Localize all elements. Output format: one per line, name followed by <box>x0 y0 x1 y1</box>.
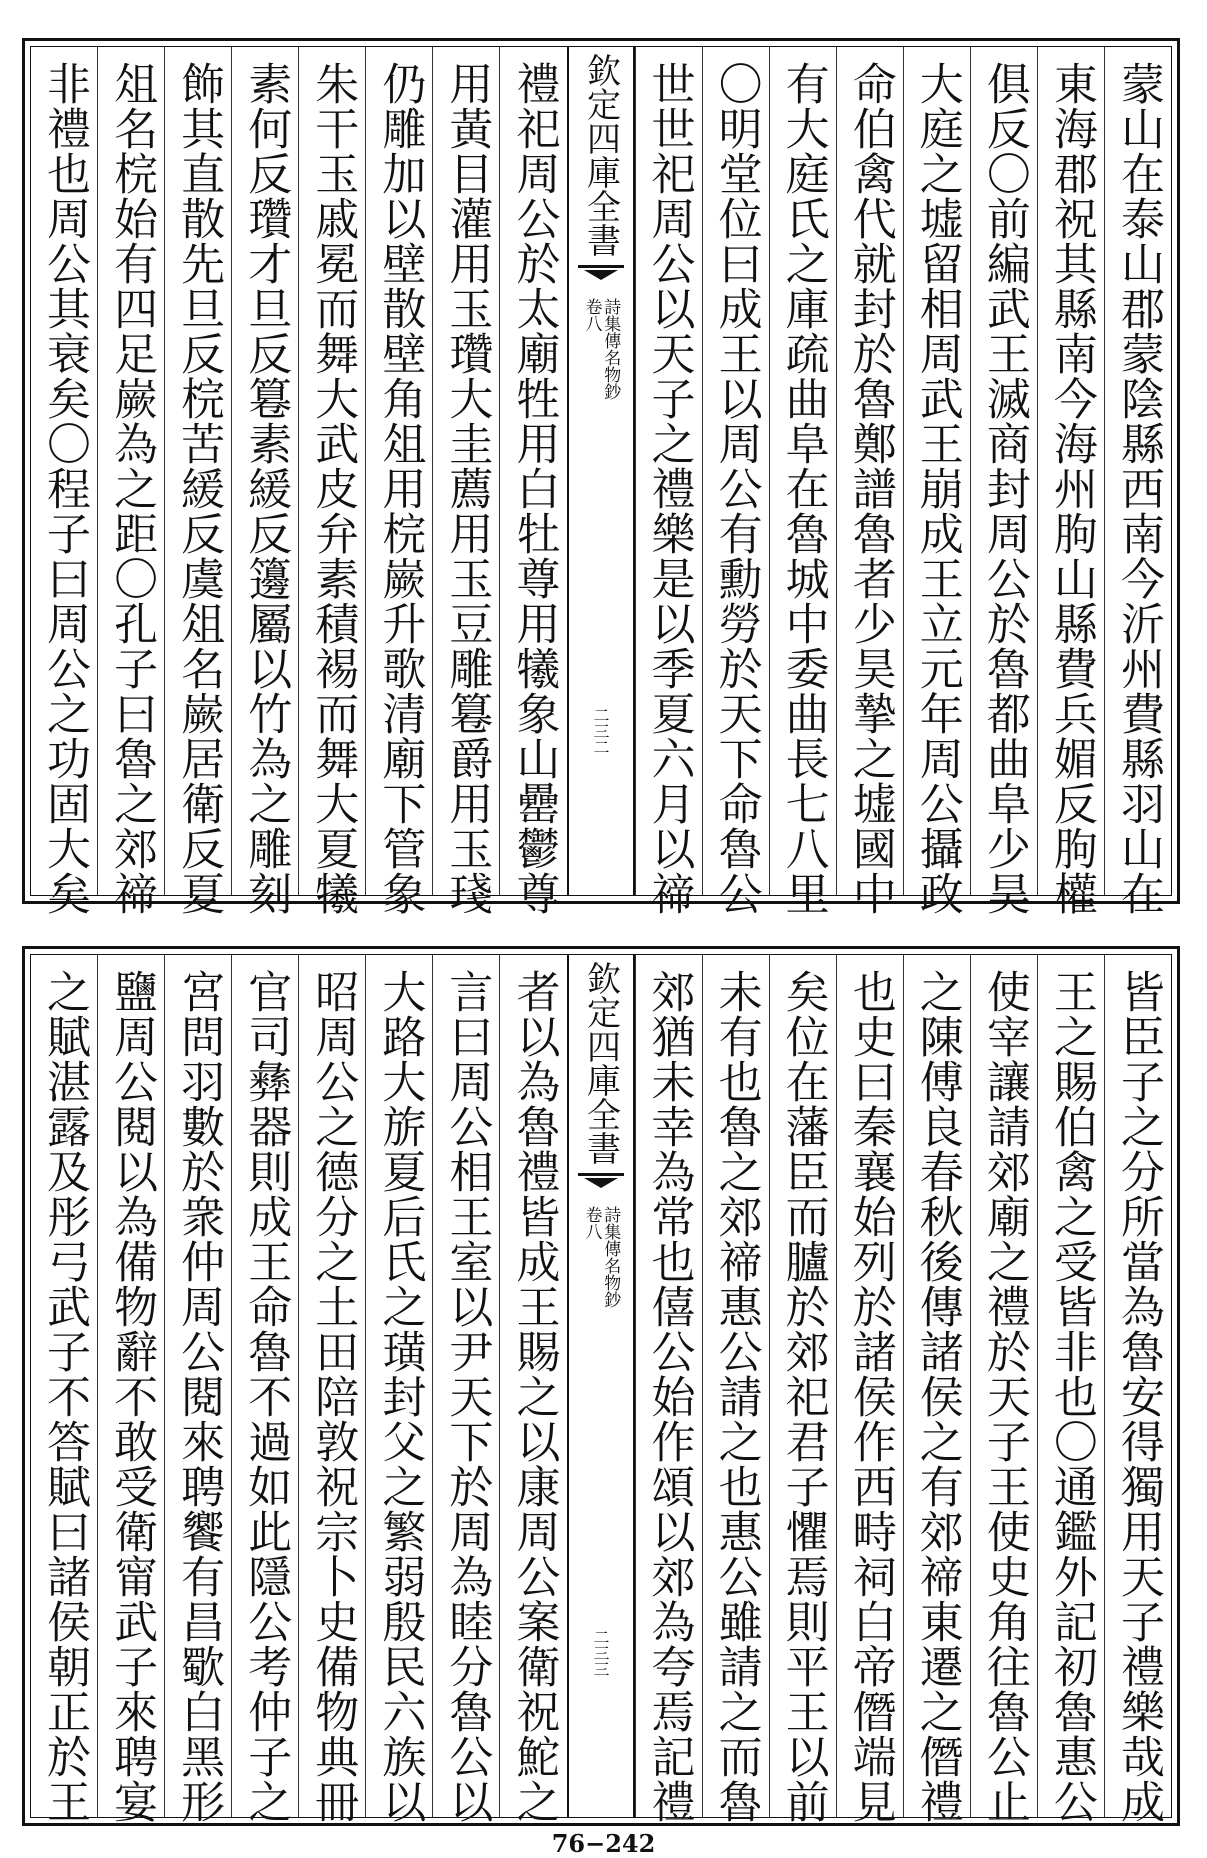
text-column: 矣位在藩臣而臚於郊祀君子懼焉則平王以前 <box>769 955 836 1817</box>
text-column: 命伯禽代就封於魯鄭譜魯者少昊摯之墟國中 <box>836 47 903 895</box>
text-column: 俎名梡始有四足嶡為之距〇孔子曰魯之郊禘 <box>97 47 164 895</box>
text-column: 用黃目灌用玉瓚大圭薦用玉豆雕篹爵用玉琖 <box>432 47 499 895</box>
text-column: 素何反瓚才旦反篹素緩反籩屬以竹為之雕刻 <box>231 47 298 895</box>
text-column: 〇明堂位曰成王以周公有勳勞於天下命魯公 <box>702 47 769 895</box>
text-column: 者以為魯禮皆成王賜之以康周公案衛祝鮀之 <box>499 955 566 1817</box>
spine-title: 欽定四庫全書 <box>580 961 621 1165</box>
text-column: 東海郡祝其縣南今海州朐山縣費兵媚反朐權 <box>1037 47 1104 895</box>
text-column: 皆臣子之分所當為魯安得獨用天子禮樂哉成 <box>1104 955 1171 1817</box>
page-spine <box>567 47 635 895</box>
text-column: 也史曰秦襄始列於諸侯作西畤祠白帝僭端見 <box>836 955 903 1817</box>
text-column: 大路大旂夏后氏之璜封父之繁弱殷民六族以 <box>365 955 432 1817</box>
spine-page-number: 二三二 <box>591 707 610 755</box>
text-column: 昭周公之德分之土田陪敦祝宗卜史備物典冊 <box>298 955 365 1817</box>
text-column: 鹽周公閱以為備物辭不敢受衛甯武子來聘宴 <box>97 955 164 1817</box>
spine-subtitle <box>582 298 619 400</box>
bottom-page <box>22 946 1180 1826</box>
page-spine <box>567 955 635 1817</box>
spine-title: 欽定四庫全書 <box>580 53 621 257</box>
page-number: 76−242 <box>551 1829 656 1858</box>
text-column: 仍雕加以壁散壁角俎用梡嶡升歌清廟下管象 <box>365 47 432 895</box>
text-column: 禮祀周公於太廟牲用白牡尊用犧象山罍鬱尊 <box>499 47 566 895</box>
top-page-columns <box>31 47 1171 916</box>
text-column: 朱干玉戚冕而舞大武皮弁素積裼而舞大夏犧 <box>298 47 365 895</box>
spine-book-title: 詩集傳名物鈔 <box>600 298 621 400</box>
spine-subtitle <box>582 1206 619 1308</box>
text-column: 言曰周公相王室以尹天下於周為睦分魯公以 <box>432 955 499 1817</box>
text-column: 使宰讓請郊廟之禮於天子王使史角往魯公止 <box>970 955 1037 1817</box>
text-column: 郊猶未幸為常也僖公始作頌以郊為夸焉記禮 <box>635 955 702 1817</box>
text-column: 飾其直散先旦反梡苦緩反虞俎名嶡居衛反夏 <box>164 47 231 895</box>
text-column: 王之賜伯禽之受皆非也〇通鑑外記初魯惠公 <box>1037 955 1104 1817</box>
fishtail-mark <box>578 265 624 290</box>
text-column: 宮問羽數於衆仲周公閱來聘饗有昌歜白黑形 <box>164 955 231 1817</box>
text-column: 未有也魯之郊禘惠公請之也惠公雖請之而魯 <box>702 955 769 1817</box>
text-column: 非禮也周公其衰矣〇程子曰周公之功固大矣 <box>39 61 91 916</box>
spine-book-title: 詩集傳名物鈔 <box>600 1206 621 1308</box>
fishtail-mark <box>578 1173 624 1198</box>
bottom-page-columns <box>31 955 1171 1824</box>
spine-volume: 卷八 <box>581 1206 602 1240</box>
text-column: 大庭之墟留相周武王崩成王立元年周公攝政 <box>903 47 970 895</box>
text-column: 世世祀周公以天子之禮樂是以季夏六月以禘 <box>635 47 702 895</box>
text-column: 俱反〇前編武王滅商封周公於魯都曲阜少昊 <box>970 47 1037 895</box>
spine-volume: 卷八 <box>581 298 602 332</box>
text-column: 之賦湛露及彤弓武子不答賦曰諸侯朝正於王 <box>39 969 91 1824</box>
text-column: 官司彝器則成王命魯不過如此隱公考仲子之 <box>231 955 298 1817</box>
text-column: 有大庭氏之庫疏曲阜在魯城中委曲長七八里 <box>769 47 836 895</box>
spine-page-number: 二三三 <box>591 1629 610 1677</box>
top-page <box>22 38 1180 916</box>
text-column: 之陳傅良春秋後傳諸侯之有郊禘東遷之僭禮 <box>903 955 970 1817</box>
text-column: 蒙山在泰山郡蒙陰縣西南今沂州費縣羽山在 <box>1104 47 1171 895</box>
